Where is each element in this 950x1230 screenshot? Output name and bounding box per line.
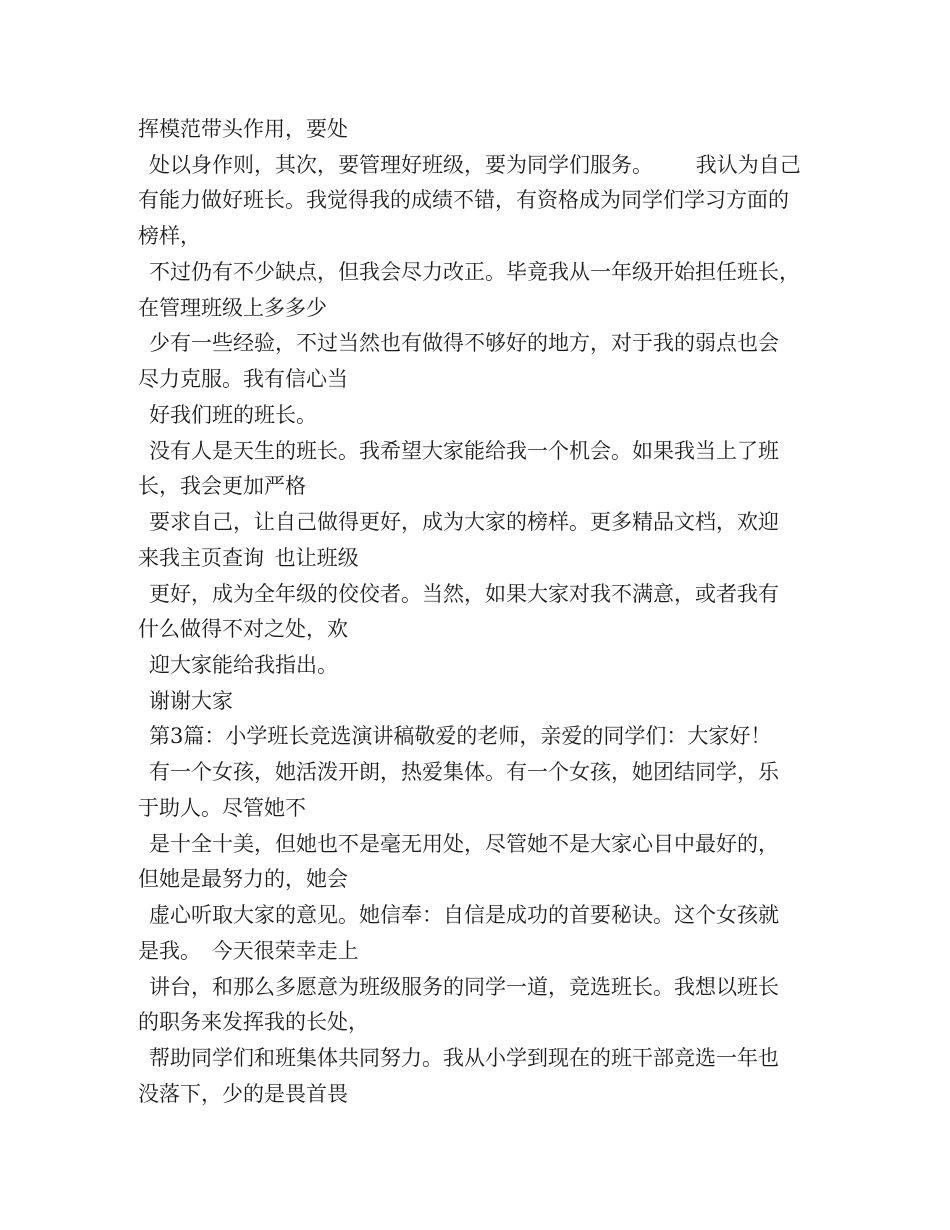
text-line: 什么做得不对之处，欢 — [138, 617, 348, 642]
text-line: 尽力克服。我有信心当 — [138, 367, 348, 392]
text-line: 有能力做好班长。我觉得我的成绩不错，有资格成为同学们学习方面的 — [138, 188, 789, 213]
text-line: 处以身作则，其次，要管理好班级，要为同学们服务。 我认为自己 — [149, 152, 801, 177]
text-line: 挥模范带头作用，要处 — [138, 117, 348, 141]
text-line: 谢谢大家 — [149, 688, 233, 713]
text-line: 好我们班的班长。 — [149, 402, 317, 427]
text-line: 虚心听取大家的意见。她信奉：自信是成功的首要秘诀。这个女孩就 — [149, 903, 779, 928]
text-line: 的职务来发挥我的长处， — [138, 1010, 369, 1035]
text-line: 在管理班级上多多少 — [138, 295, 327, 320]
text-line: 长，我会更加严格 — [138, 474, 306, 499]
text-line: 讲台，和那么多愿意为班级服务的同学一道，竞选班长。我想以班长 — [149, 974, 779, 999]
text-line: 榜样， — [138, 224, 201, 249]
text-line: 没落下，少的是畏首畏 — [138, 1081, 348, 1106]
text-line: 少有一些经验，不过当然也有做得不够好的地方，对于我的弱点也会 — [149, 331, 779, 356]
document-body — [138, 112, 918, 1113]
section-heading-line: 第3篇：小学班长竞选演讲稿敬爱的老师，亲爱的同学们：大家好！ — [149, 724, 772, 749]
text-line: 不过仍有不少缺点，但我会尽力改正。毕竟我从一年级开始担任班长， — [149, 259, 800, 284]
text-line: 没有人是天生的班长。我希望大家能给我一个机会。如果我当上了班 — [149, 438, 779, 463]
text-line: 有一个女孩，她活泼开朗，热爱集体。有一个女孩，她团结同学，乐 — [149, 760, 779, 785]
text-line: 但她是最努力的，她会 — [138, 867, 348, 892]
text-line: 迎大家能给我指出。 — [149, 653, 338, 678]
text-line: 更好，成为全年级的佼佼者。当然，如果大家对我不满意，或者我有 — [149, 581, 779, 606]
text-line: 来我主页查询 也让班级 — [138, 545, 359, 570]
text-line: 是我。 今天很荣幸走上 — [138, 938, 359, 963]
text-line: 于助人。尽管她不 — [138, 795, 306, 820]
text-line: 要求自己，让自己做得更好，成为大家的榜样。更多精品文档，欢迎 — [149, 510, 779, 535]
text-line: 帮助同学们和班集体共同努力。我从小学到现在的班干部竞选一年也 — [149, 1046, 779, 1071]
text-line: 是十全十美，但她也不是毫无用处，尽管她不是大家心目中最好的， — [149, 831, 779, 856]
